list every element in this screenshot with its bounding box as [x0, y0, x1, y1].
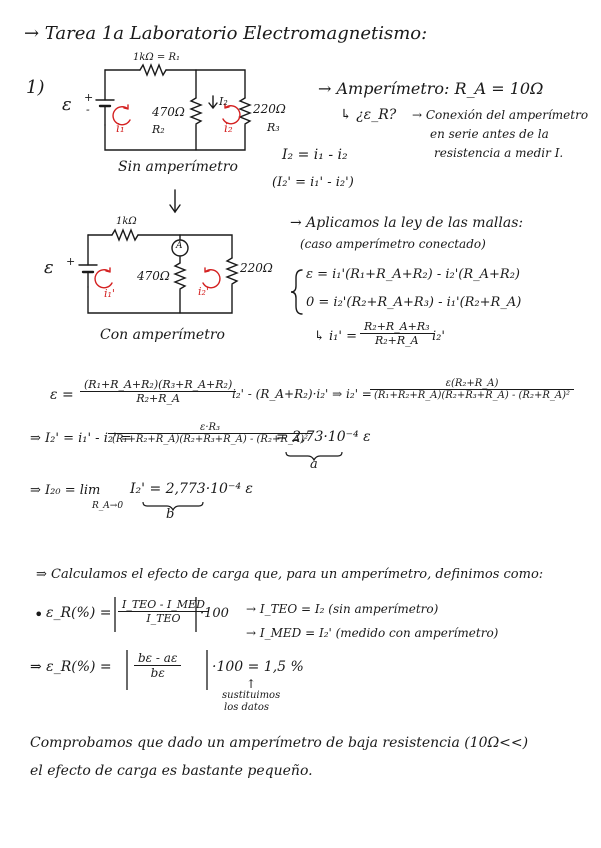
note-arrow: ↑ — [246, 677, 257, 691]
ammeter-note-3a: → Conexión del amperímetro — [412, 108, 589, 122]
c1-caption: Sin amperímetro — [118, 159, 238, 175]
note-line-2: los datos — [224, 702, 270, 713]
ammeter-note-3b: en serie antes de la — [430, 127, 549, 141]
c1-r3-name: R₃ — [267, 121, 280, 134]
system-brace — [291, 270, 302, 314]
current-relation-primed: (I₂' = i₁' - i₂') — [272, 175, 354, 190]
circuit-1-battery — [96, 100, 114, 125]
eps-lhs: ε = — [50, 387, 74, 403]
eps-rest: i₂' - (R_A+R₂)·i₂' ⇒ i₂' = — [232, 387, 372, 401]
I2-result: = 2,73·10⁻⁴ ε — [276, 429, 371, 445]
c2-emf: ε — [44, 257, 54, 278]
c2-caption: Con amperímetro — [100, 327, 225, 343]
eps-den: R₂+R_A — [136, 392, 180, 405]
c2-r3: 220Ω — [240, 261, 273, 275]
ammeter-note-1: → Amperímetro: R_A = 10Ω — [318, 79, 544, 98]
I2-num: ε·R₃ — [108, 422, 312, 434]
c1-i2-branch: I₂ — [219, 95, 228, 108]
i2-den: (R₁+R₂+R_A)(R₂+R₃+R_A) - (R₂+R_A)² — [374, 390, 570, 401]
c1-emf: ε — [62, 94, 72, 115]
mesh-eq-3-prefix: ↳ i₁' = — [314, 329, 357, 344]
conclusion-line-2: el efecto de carga es bastante pequeño. — [30, 763, 313, 779]
c2-r1: 1kΩ — [116, 216, 137, 227]
I2-lhs: ⇒ I₂' = i₁' - i₂' = — [30, 431, 132, 446]
eps-fraction — [80, 378, 236, 405]
mesh-subtitle: (caso amperímetro conectado) — [300, 237, 486, 251]
formula-rhs: ·100 — [200, 606, 229, 621]
calc-num: bε - aε — [134, 651, 181, 666]
mesh-eq-3-num: R₂+R_A+R₃ — [360, 320, 434, 334]
calc-fraction — [134, 651, 181, 680]
def-iteo: → I_TEO = I₂ (sin amperímetro) — [246, 602, 439, 616]
c2-plus: + — [66, 255, 76, 268]
formula-den: I_TEO — [146, 612, 181, 625]
note-line-1: sustituimos — [222, 690, 281, 701]
current-relation: I₂ = i₁ - i₂ — [282, 147, 348, 163]
mesh-eq-2: 0 = i₂'(R₂+R_A+R₃) - i₁'(R₂+R_A) — [306, 295, 522, 310]
c1-plus: + — [84, 91, 94, 104]
i2-fraction — [370, 378, 574, 401]
down-arrow — [170, 190, 180, 212]
mesh-eq-1: ε = i₁'(R₁+R_A+R₂) - i₂'(R_A+R₂) — [306, 267, 520, 282]
ammeter-note-2: ↳ ¿ε_R? — [340, 107, 397, 123]
limit-lhs: ⇒ I₂₀ = lim — [30, 483, 101, 498]
mesh-title: → Aplicamos la ley de las mallas: — [290, 215, 524, 231]
mesh-eq-3-fraction — [360, 320, 434, 347]
page-title: → Tarea 1a Laboratorio Electromagnetismo: — [24, 23, 428, 44]
c2-r2: 470Ω — [137, 269, 170, 283]
mesh-eq-3-suffix: i₂' — [432, 329, 445, 344]
limit-sub: R_A→0 — [92, 501, 124, 511]
i2-num: ε(R₂+R_A) — [370, 378, 574, 390]
formula-num: I_TEO - I_MED — [118, 598, 209, 612]
c1-r2-value: 470Ω — [152, 105, 185, 119]
limit-rhs: I₂' = 2,773·10⁻⁴ ε — [130, 481, 253, 497]
c1-current-i2: i₂ — [224, 121, 233, 135]
mesh-arrow-3 — [95, 268, 112, 288]
c1-r2-name: R₂ — [152, 123, 165, 136]
load-effect-intro: ⇒ Calculamos el efecto de carga que, para un amperímetro, definimos como: — [36, 567, 544, 582]
calc-rhs: ·100 = 1,5 % — [212, 659, 304, 675]
formula-fraction — [118, 598, 209, 625]
section-number: 1) — [26, 77, 45, 98]
calc-lhs: ⇒ ε_R(%) = — [30, 659, 112, 675]
conclusion-line-1: Comprobamos que dado un amperímetro de baja resistencia (10Ω<<) — [30, 735, 529, 751]
formula-lhs: ε_R(%) = — [46, 605, 112, 621]
c1-r3-value: 220Ω — [253, 102, 286, 116]
ammeter-symbol: A — [176, 241, 183, 251]
circuit-2-battery — [79, 265, 97, 287]
limit-label: b — [166, 507, 175, 522]
mesh-eq-3-den: R₂+R_A — [374, 334, 419, 347]
c1-minus: - — [86, 103, 90, 116]
c2-current-i1: i₁' — [104, 287, 115, 300]
c1-r1-label: 1kΩ = R₁ — [133, 52, 180, 63]
ammeter-note-3c: resistencia a medir I. — [434, 146, 564, 160]
eps-num: (R₁+R_A+R₂)(R₃+R_A+R₂) — [80, 378, 236, 392]
bullet: • — [34, 605, 44, 624]
I2-den: (R₁+R₂+R_A)(R₂+R₃+R_A) - (R₂+R_A)² — [112, 434, 308, 445]
def-imed: → I_MED = I₂' (medido con amperímetro) — [246, 626, 499, 640]
calc-den: bε — [150, 666, 165, 680]
I2-result-label: a — [310, 457, 318, 472]
c2-current-i2: i₂' — [198, 285, 209, 298]
c1-current-i1: i₁ — [116, 121, 125, 135]
